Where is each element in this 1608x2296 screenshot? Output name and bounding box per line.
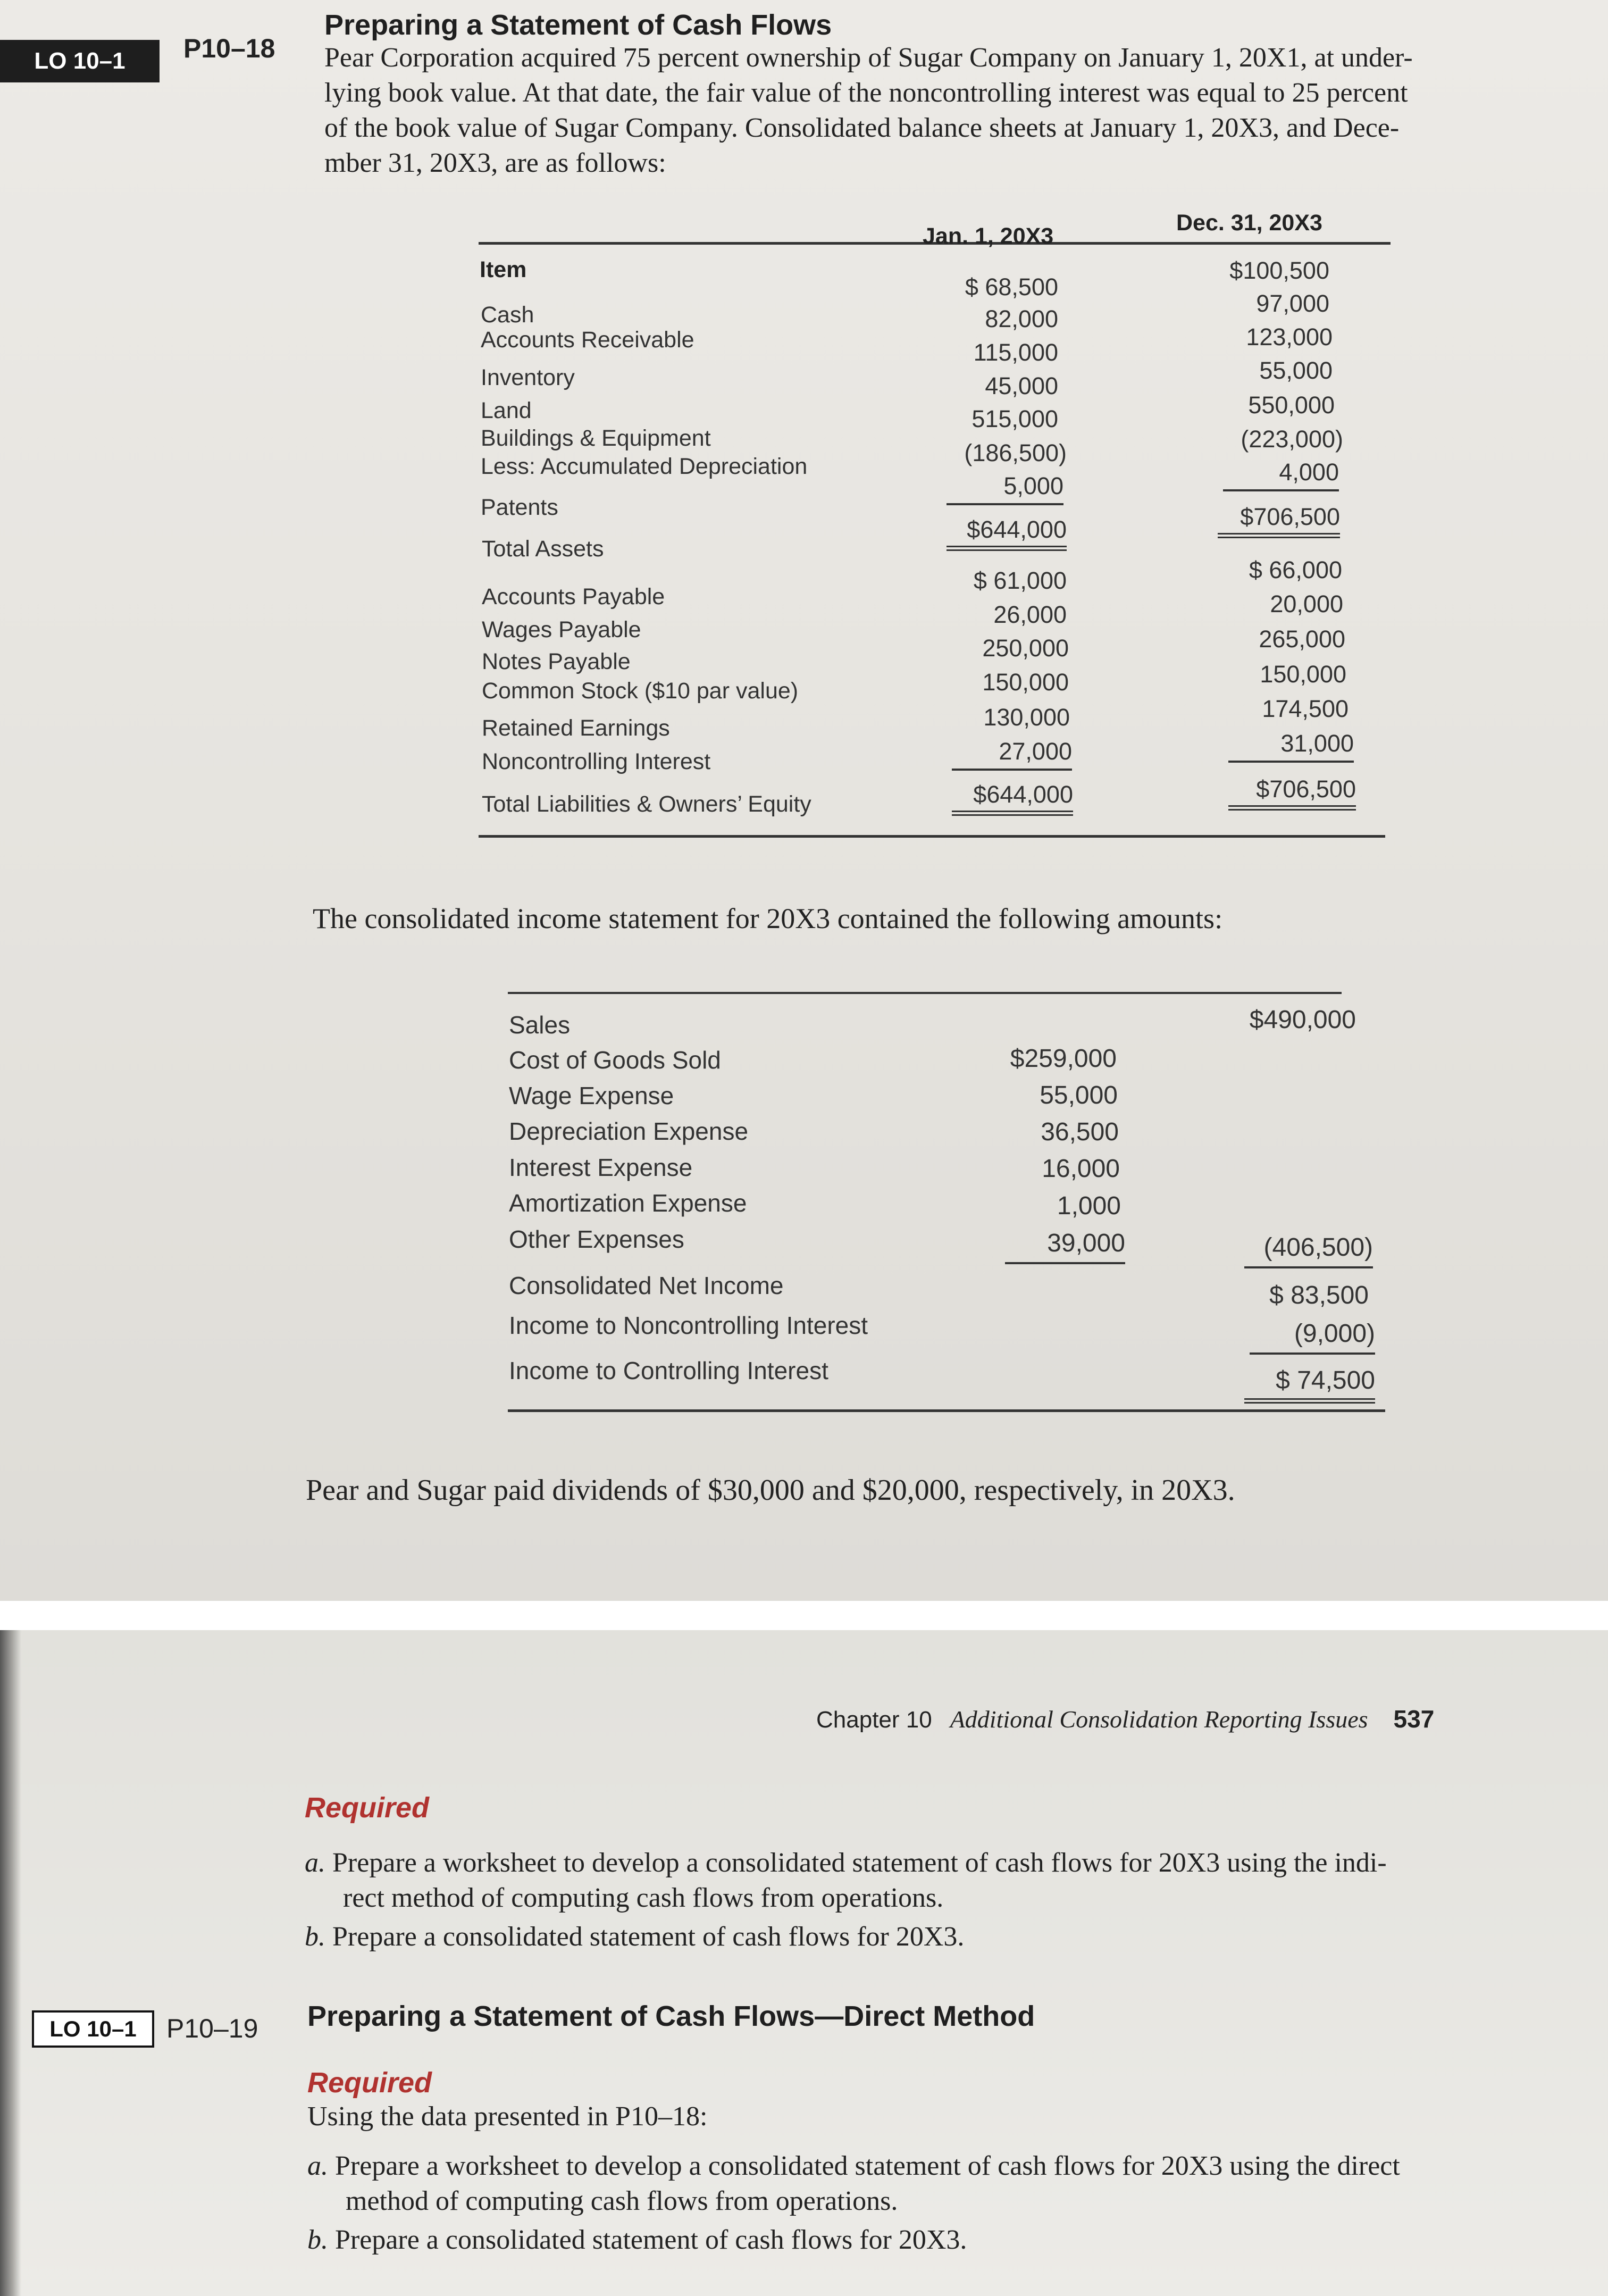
chapter-title: Additional Consolidation Reporting Issues xyxy=(950,1706,1368,1733)
bs-jan-value: 130,000 xyxy=(983,704,1070,731)
table-bottom-rule xyxy=(479,835,1385,838)
is-expense-value: 16,000 xyxy=(1042,1155,1120,1183)
requirement-line xyxy=(305,1881,1387,1916)
bs-jan-value: 26,000 xyxy=(993,601,1067,628)
header-jan: Jan. 1, 20X3 xyxy=(923,223,1054,249)
intro-line: mber 31, 20X3, are as follows: xyxy=(324,148,666,178)
bs-row-label: Inventory xyxy=(481,365,575,390)
bs-jan-total-liabilities: $644,000 xyxy=(952,781,1073,816)
header-dec: Dec. 31, 20X3 xyxy=(1176,210,1322,236)
is-row-label: Other Expenses xyxy=(509,1225,684,1253)
lo-tag: LO 10–1 xyxy=(32,2010,154,2048)
bs-jan-value: $ 68,500 xyxy=(965,273,1058,300)
bs-dec-value: 4,000 xyxy=(1223,458,1339,491)
bs-jan-value: 27,000 xyxy=(952,738,1072,771)
is-row-label: Cost of Goods Sold xyxy=(509,1046,721,1074)
bs-jan-value: 250,000 xyxy=(982,634,1069,662)
bs-row-label: Noncontrolling Interest xyxy=(482,749,711,774)
is-row-label: Wage Expense xyxy=(509,1082,674,1109)
requirement-line xyxy=(305,1920,964,1954)
intro-line: lying book value. At that date, the fair value of the noncontrolling interest was equal to 25 percent xyxy=(324,78,1408,108)
bs-row-label: Total Liabilities & Owners’ Equity xyxy=(482,791,811,817)
bs-row-label: Cash xyxy=(481,302,534,328)
page-separator xyxy=(0,1601,1608,1630)
bs-jan-value: 515,000 xyxy=(972,405,1058,432)
bs-dec-value: 97,000 xyxy=(1256,290,1329,317)
is-expense-value: 39,000 xyxy=(1005,1229,1125,1264)
header-item: Item xyxy=(480,257,527,282)
problem-number: P10–19 xyxy=(166,2014,258,2043)
is-row-label: Income to Noncontrolling Interest xyxy=(509,1312,868,1339)
requirement-text: rect method of computing cash flows from operations. xyxy=(343,1883,944,1913)
intro-line: of the book value of Sugar Company. Consolidated balance sheets at January 1, 20X3, and Dece- xyxy=(324,113,1400,143)
bs-row-label: Buildings & Equipment xyxy=(481,425,711,451)
bs-dec-value: 20,000 xyxy=(1270,590,1343,617)
income-intro: The consolidated income statement for 20X3 contained the following amounts: xyxy=(313,903,1223,934)
bs-row-label: Notes Payable xyxy=(482,649,631,674)
bs-row-label: Common Stock ($10 par value) xyxy=(482,678,799,704)
bs-row-label: Patents xyxy=(481,495,558,520)
is-consolidated-net-income: $ 83,500 xyxy=(1269,1281,1369,1309)
bs-jan-value: $ 61,000 xyxy=(973,567,1067,594)
bs-dec-value: $100,500 xyxy=(1229,257,1329,284)
requirement-a xyxy=(307,2149,1400,2219)
bs-row-label: Retained Earnings xyxy=(482,715,670,741)
bs-dec-value: 31,000 xyxy=(1228,730,1354,763)
running-header xyxy=(816,1705,1434,1733)
is-row-label: Amortization Expense xyxy=(509,1189,747,1217)
bs-dec-total-assets: $706,500 xyxy=(1218,503,1340,538)
bs-dec-value: 174,500 xyxy=(1262,695,1349,722)
bs-jan-total-assets: $644,000 xyxy=(947,516,1067,551)
is-expense-value: 55,000 xyxy=(1040,1081,1118,1109)
bs-row-label: Total Assets xyxy=(482,536,604,562)
is-noncontrolling-income: (9,000) xyxy=(1250,1319,1375,1355)
is-row-label: Sales xyxy=(509,1011,571,1039)
is-row-label: Interest Expense xyxy=(509,1154,693,1181)
item-letter: a. xyxy=(305,1848,325,1878)
bs-dec-value: 150,000 xyxy=(1260,661,1346,688)
problem-number: P10–18 xyxy=(183,34,275,63)
problem-title: Preparing a Statement of Cash Flows xyxy=(324,9,832,41)
bs-dec-value: 123,000 xyxy=(1246,323,1333,350)
item-letter: b. xyxy=(307,2225,328,2255)
problem-intro xyxy=(324,40,1494,181)
bs-jan-value: 45,000 xyxy=(985,372,1058,399)
requirement-b xyxy=(305,1920,964,1954)
bs-row-label: Less: Accumulated Depreciation xyxy=(481,454,808,479)
chapter-label: Chapter 10 xyxy=(816,1707,932,1733)
is-row-label: Income to Controlling Interest xyxy=(509,1357,828,1384)
page-number: 537 xyxy=(1393,1705,1435,1733)
bs-jan-value: 150,000 xyxy=(982,669,1069,696)
table-bottom-rule xyxy=(508,1409,1385,1412)
required-heading: Required xyxy=(305,1792,430,1824)
problem-title: Preparing a Statement of Cash Flows—Direct Method xyxy=(307,2000,1035,2032)
requirement-text: method of computing cash flows from operations. xyxy=(346,2186,898,2216)
bs-jan-value: 5,000 xyxy=(947,472,1063,505)
item-letter: b. xyxy=(305,1922,325,1952)
required-heading: Required xyxy=(307,2067,432,2099)
bs-row-label: Wages Payable xyxy=(482,617,641,642)
requirement-b xyxy=(307,2223,967,2257)
requirement-intro: Using the data presented in P10–18: xyxy=(307,2101,708,2132)
is-total-expenses: (406,500) xyxy=(1244,1233,1373,1268)
bs-dec-value: 265,000 xyxy=(1259,625,1345,653)
bs-jan-value: (186,500) xyxy=(964,439,1067,466)
table-top-rule xyxy=(508,992,1342,994)
lo-tag: LO 10–1 xyxy=(0,40,160,82)
is-expense-value: 1,000 xyxy=(1057,1192,1121,1220)
page-binding-shadow xyxy=(0,1630,21,2296)
bs-dec-value: (223,000) xyxy=(1241,425,1343,453)
requirement-line xyxy=(307,2149,1400,2184)
bs-jan-value: 82,000 xyxy=(985,305,1058,332)
requirement-text: Prepare a consolidated statement of cash flows for 20X3. xyxy=(332,1922,965,1952)
bs-row-label: Accounts Payable xyxy=(482,584,665,610)
item-letter: a. xyxy=(307,2151,328,2181)
dividends-note: Pear and Sugar paid dividends of $30,000 and $20,000, respectively, in 20X3. xyxy=(306,1474,1235,1507)
bs-jan-value: 115,000 xyxy=(973,339,1058,366)
bs-dec-value: 550,000 xyxy=(1248,391,1335,419)
intro-line: Pear Corporation acquired 75 percent ownership of Sugar Company on January 1, 20X1, at under- xyxy=(324,43,1413,73)
requirement-line xyxy=(305,1846,1387,1881)
bs-dec-value: 55,000 xyxy=(1259,357,1333,384)
is-row-label: Depreciation Expense xyxy=(509,1117,749,1145)
requirement-line xyxy=(307,2223,967,2257)
bs-row-label: Accounts Receivable xyxy=(481,327,694,353)
bs-row-label: Land xyxy=(481,398,532,423)
is-row-label: Consolidated Net Income xyxy=(509,1272,784,1299)
requirement-text: Prepare a worksheet to develop a consolidated statement of cash flows for 20X3 using the indi- xyxy=(332,1848,1387,1878)
requirement-line xyxy=(307,2184,1400,2219)
requirement-text: Prepare a worksheet to develop a consolidated statement of cash flows for 20X3 using the direct xyxy=(335,2151,1400,2181)
requirement-a xyxy=(305,1846,1387,1916)
is-expense-value: 36,500 xyxy=(1041,1118,1119,1146)
bs-dec-value: $ 66,000 xyxy=(1249,556,1342,583)
is-expense-value: $259,000 xyxy=(1010,1045,1117,1073)
bs-dec-total-liabilities: $706,500 xyxy=(1228,775,1356,811)
requirement-text: Prepare a consolidated statement of cash flows for 20X3. xyxy=(335,2225,967,2255)
is-sales-value: $490,000 xyxy=(1249,1006,1356,1034)
is-controlling-income: $ 74,500 xyxy=(1244,1366,1375,1404)
